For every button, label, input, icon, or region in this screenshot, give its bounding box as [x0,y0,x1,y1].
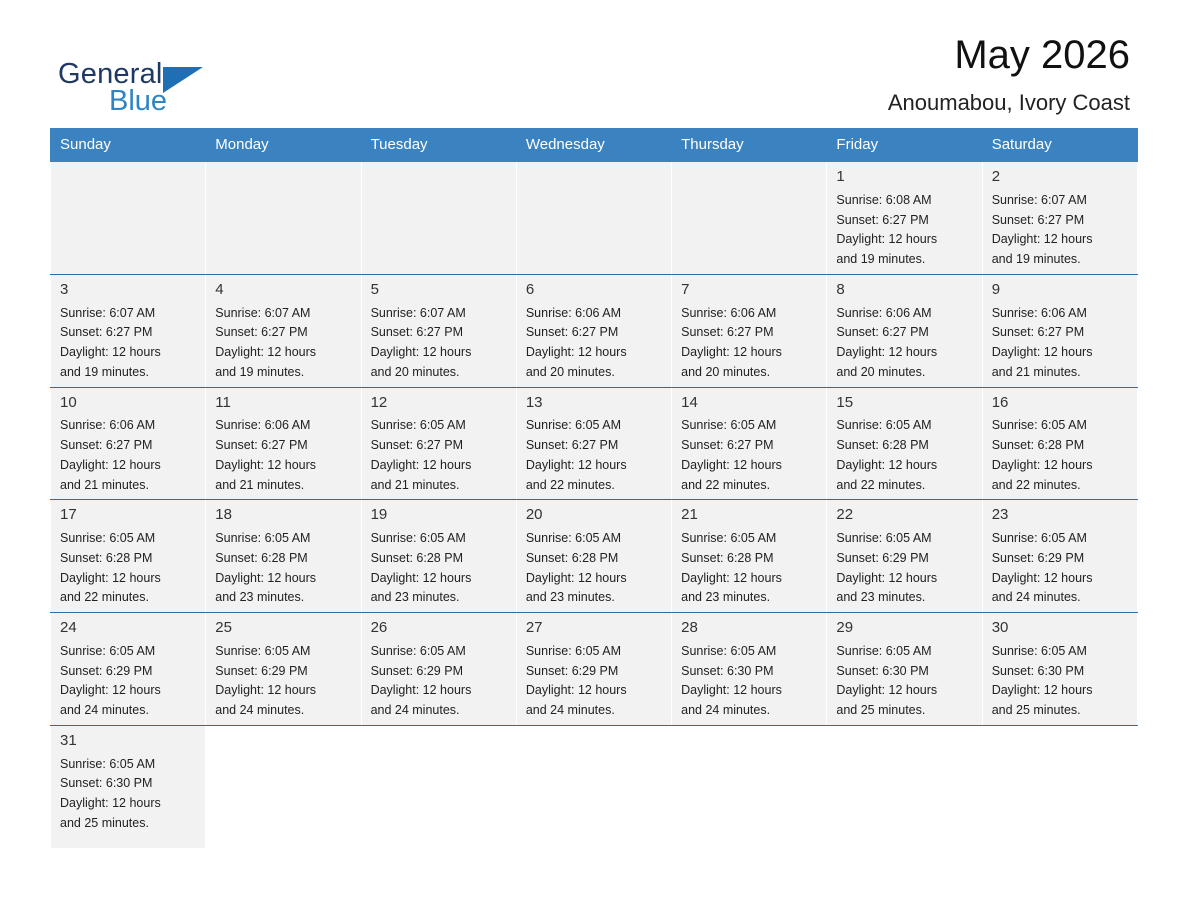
day-details [371,416,507,495]
calendar-cell-inner [983,726,1137,848]
day-detail-line: Daylight: 12 hours [525,457,627,472]
calendar-cell-inner [206,275,360,387]
day-detail-line: Daylight: 12 hours [60,683,161,698]
calendar-cell-inner [517,388,671,500]
day-detail-line: Sunrise: 6:05 AM [991,531,1087,545]
calendar-cell-inner [672,500,826,612]
calendar-cell-inner [672,275,826,387]
logo-text-blue: Blue [109,85,168,117]
day-detail-line: and 24 minutes. [215,703,305,717]
day-detail-line: Daylight: 12 hours [60,457,161,472]
day-number: 26 [370,619,388,636]
calendar-week-row [51,162,1138,275]
day-detail-line: Sunset: 6:27 PM [370,325,463,340]
calendar-cell-inner [983,162,1137,274]
day-number: 1 [836,168,845,185]
calendar-cell-inner [206,726,360,848]
page-header [50,0,1138,120]
calendar-day-cell[interactable] [827,274,982,387]
calendar-day-cell[interactable] [827,613,982,726]
calendar-cell-inner [362,388,516,500]
calendar-day-cell[interactable] [206,500,361,613]
calendar-table [50,128,1138,849]
day-detail-line: and 22 minutes. [525,477,615,492]
day-details [60,304,196,383]
day-details [526,529,662,608]
calendar-cell-empty [516,162,671,275]
day-detail-line: Daylight: 12 hours [525,345,627,359]
day-number: 8 [836,280,845,298]
day-detail-line: Daylight: 12 hours [215,345,317,359]
day-detail-line: Sunrise: 6:06 AM [991,305,1087,320]
day-details [215,416,351,495]
calendar-cell-empty [516,725,671,848]
day-detail-line: and 19 minutes. [215,364,305,379]
calendar-cell-inner [517,726,671,848]
day-detail-line: Sunset: 6:30 PM [60,776,153,791]
day-detail-line: Sunset: 6:27 PM [215,325,308,340]
day-detail-line: and 20 minutes. [681,364,771,379]
calendar-day-cell[interactable] [206,613,361,726]
day-detail-line: Daylight: 12 hours [681,345,782,359]
weekday-header-saturday: Saturday [982,129,1137,162]
day-detail-line: Daylight: 12 hours [836,232,938,247]
calendar-day-cell[interactable] [516,274,671,387]
day-details [992,642,1128,721]
calendar-day-cell[interactable] [206,274,361,387]
day-detail-line: and 24 minutes. [991,590,1081,605]
day-number: 21 [681,506,698,524]
day-detail-line: and 22 minutes. [991,477,1081,492]
calendar-cell-inner [206,388,360,500]
day-detail-line: Sunrise: 6:05 AM [836,418,932,433]
day-detail-line: Sunset: 6:27 PM [991,212,1085,227]
day-detail-line: and 21 minutes. [370,477,460,492]
calendar-week-row [51,387,1138,500]
day-details [836,529,972,608]
page-title: May 2026 [954,33,1130,77]
day-detail-line: Daylight: 12 hours [60,796,161,810]
title-block [888,34,1130,116]
calendar-cell-inner [983,500,1137,612]
day-details [992,304,1128,383]
day-detail-line: Daylight: 12 hours [836,457,938,472]
day-number: 28 [681,619,698,636]
day-detail-line: Sunrise: 6:05 AM [836,643,932,658]
day-detail-line: Sunset: 6:29 PM [215,663,308,678]
calendar-cell-inner [983,275,1137,387]
day-number: 15 [836,393,854,411]
calendar-week-row [51,500,1138,613]
calendar-cell-empty [361,725,516,848]
day-detail-line: Sunrise: 6:05 AM [370,643,466,658]
day-detail-line: Sunset: 6:29 PM [60,663,153,678]
day-detail-line: Daylight: 12 hours [215,457,317,472]
weekday-header-monday: Monday [206,129,361,162]
calendar-cell-empty [206,725,361,848]
day-detail-line: Sunrise: 6:05 AM [991,418,1087,433]
day-number: 3 [60,280,69,298]
day-detail-line: Sunset: 6:28 PM [525,550,619,565]
day-number: 9 [991,280,1001,298]
day-detail-line: Sunrise: 6:05 AM [991,643,1087,658]
day-detail-line: Sunrise: 6:07 AM [370,305,466,320]
day-detail-line: Sunset: 6:30 PM [836,663,929,678]
calendar-cell-inner [206,613,360,725]
day-number: 2 [991,168,1001,185]
day-detail-line: and 21 minutes. [991,364,1081,379]
day-details [836,304,972,383]
day-detail-line: and 24 minutes. [370,703,460,717]
calendar-cell-inner [51,726,205,848]
day-detail-line: Daylight: 12 hours [525,570,627,585]
day-detail-line: Sunset: 6:29 PM [370,663,463,678]
day-detail-line: Sunrise: 6:06 AM [681,305,777,320]
day-number: 5 [370,280,379,298]
day-detail-line: and 22 minutes. [681,477,771,492]
day-detail-line: Sunset: 6:29 PM [525,663,619,678]
day-detail-line: Daylight: 12 hours [681,570,782,585]
day-number: 22 [836,506,854,524]
calendar-cell-inner [51,275,205,387]
calendar-day-cell[interactable] [982,387,1137,500]
calendar-day-cell[interactable] [982,162,1137,275]
day-number: 11 [215,393,231,411]
day-detail-line: Daylight: 12 hours [681,457,782,472]
day-detail-line: Sunset: 6:27 PM [681,438,774,452]
calendar-day-cell[interactable] [206,387,361,500]
calendar-cell-inner [362,726,516,848]
day-detail-line: Sunset: 6:28 PM [60,550,153,565]
day-details [60,529,196,608]
day-number: 19 [370,506,388,524]
day-detail-line: Sunset: 6:27 PM [991,325,1085,340]
calendar-day-cell[interactable] [516,387,671,500]
day-detail-line: and 20 minutes. [370,364,460,379]
calendar-cell-inner [362,275,516,387]
weekday-header-row [51,129,1138,162]
calendar-cell-inner [983,388,1137,500]
day-detail-line: Sunrise: 6:08 AM [836,192,932,207]
day-details [60,755,196,834]
weekday-header-sunday: Sunday [51,129,206,162]
day-detail-line: Sunrise: 6:05 AM [370,418,466,433]
day-detail-line: and 23 minutes. [215,590,305,605]
calendar-cell-inner [517,613,671,725]
calendar-body [51,162,1138,849]
calendar-day-cell[interactable] [672,613,827,726]
day-details [60,642,196,721]
day-detail-line: Sunset: 6:27 PM [370,438,463,452]
calendar-day-cell[interactable] [51,274,206,387]
calendar-cell-empty [672,162,827,275]
day-detail-line: and 21 minutes. [60,477,149,492]
day-details [371,529,507,608]
day-detail-line: Sunset: 6:28 PM [991,438,1085,452]
day-number: 18 [215,506,232,524]
day-detail-line: Sunrise: 6:06 AM [60,418,156,433]
day-detail-line: Daylight: 12 hours [60,345,161,359]
day-detail-line: Sunset: 6:27 PM [681,325,774,340]
day-detail-line: Sunset: 6:27 PM [525,325,619,340]
day-details [60,416,196,495]
calendar-cell-inner [362,613,516,725]
day-detail-line: Sunrise: 6:07 AM [60,305,156,320]
day-detail-line: Sunrise: 6:05 AM [525,531,622,545]
day-detail-line: Sunrise: 6:05 AM [681,643,777,658]
day-detail-line: Daylight: 12 hours [215,570,317,585]
calendar-cell-empty [51,162,206,275]
calendar-cell-inner [827,500,981,612]
day-detail-line: and 24 minutes. [525,703,615,717]
day-detail-line: and 22 minutes. [836,477,926,492]
calendar-day-cell[interactable] [516,500,671,613]
day-detail-line: and 22 minutes. [60,590,149,605]
day-detail-line: Sunset: 6:28 PM [370,550,463,565]
day-detail-line: Daylight: 12 hours [836,683,938,698]
calendar-day-cell[interactable] [827,162,982,275]
day-details [215,642,351,721]
day-detail-line: Sunset: 6:28 PM [215,550,308,565]
day-detail-line: Sunrise: 6:05 AM [525,643,622,658]
calendar-cell-inner [362,500,516,612]
day-number: 12 [370,393,388,411]
general-blue-logo [58,50,258,117]
calendar-day-cell[interactable] [672,500,827,613]
day-detail-line: Daylight: 12 hours [991,232,1093,247]
day-detail-line: Daylight: 12 hours [370,683,472,698]
day-number: 16 [991,393,1009,411]
day-detail-line: Daylight: 12 hours [370,570,472,585]
calendar-cell-empty [361,162,516,275]
logo-triangle-icon [163,67,203,93]
calendar-cell-inner [672,726,826,848]
day-detail-line: Sunrise: 6:05 AM [215,531,311,545]
day-detail-line: and 19 minutes. [836,252,926,266]
day-detail-line: Daylight: 12 hours [991,570,1093,585]
calendar-cell-inner [517,162,671,274]
day-detail-line: Sunset: 6:30 PM [991,663,1085,678]
calendar-cell-empty [206,162,361,275]
calendar-cell-inner [517,500,671,612]
calendar-day-cell[interactable] [982,274,1137,387]
day-detail-line: and 23 minutes. [681,590,771,605]
calendar-day-cell[interactable] [51,387,206,500]
calendar-cell-empty [827,725,982,848]
day-details [526,304,662,383]
calendar-day-cell[interactable] [982,500,1137,613]
day-detail-line: Daylight: 12 hours [215,683,317,698]
calendar-cell-inner [827,613,981,725]
day-details [526,416,662,495]
day-details [681,642,817,721]
calendar-cell-inner [827,388,981,500]
day-detail-line: Daylight: 12 hours [681,683,782,698]
calendar-cell-empty [672,725,827,848]
day-detail-line: and 25 minutes. [60,815,149,830]
day-number: 20 [525,506,543,524]
day-details [215,529,351,608]
day-details [836,191,972,270]
day-detail-line: and 24 minutes. [681,703,771,717]
calendar-cell-inner [827,275,981,387]
day-detail-line: Daylight: 12 hours [836,570,938,585]
day-details [215,304,351,383]
calendar-cell-empty [982,725,1137,848]
day-number: 6 [525,280,535,298]
day-detail-line: Sunrise: 6:07 AM [991,192,1087,207]
day-detail-line: Sunrise: 6:05 AM [60,531,156,545]
day-details [371,304,507,383]
day-number: 25 [215,619,232,636]
day-detail-line: Sunrise: 6:06 AM [525,305,622,320]
day-detail-line: Sunrise: 6:07 AM [215,305,311,320]
calendar-cell-inner [827,162,981,274]
day-detail-line: Sunrise: 6:05 AM [836,531,932,545]
day-number: 29 [836,619,854,636]
day-detail-line: Sunset: 6:28 PM [836,438,929,452]
calendar-cell-inner [517,275,671,387]
day-number: 27 [525,619,543,636]
day-detail-line: Daylight: 12 hours [525,683,627,698]
day-details [371,642,507,721]
calendar-day-cell[interactable] [361,274,516,387]
day-details [992,529,1128,608]
day-detail-line: Daylight: 12 hours [60,570,161,585]
day-number: 13 [525,393,543,411]
calendar-cell-inner [672,162,826,274]
weekday-header-friday: Friday [827,129,982,162]
day-detail-line: Sunrise: 6:05 AM [215,643,311,658]
day-detail-line: Daylight: 12 hours [991,345,1093,359]
day-details [526,642,662,721]
calendar-day-cell[interactable] [516,613,671,726]
day-details [681,416,817,495]
calendar-cell-inner [983,613,1137,725]
day-number: 24 [60,619,77,636]
day-detail-line: and 23 minutes. [525,590,615,605]
day-detail-line: Daylight: 12 hours [370,457,472,472]
day-number: 23 [991,506,1009,524]
day-detail-line: Sunset: 6:27 PM [836,212,929,227]
day-detail-line: and 21 minutes. [215,477,305,492]
location-subtitle: Anoumabou, Ivory Coast [887,90,1130,115]
day-details [992,416,1128,495]
day-detail-line: Sunrise: 6:06 AM [836,305,932,320]
day-details [681,304,817,383]
day-detail-line: and 20 minutes. [525,364,615,379]
calendar-day-cell[interactable] [51,500,206,613]
day-number: 17 [60,506,77,524]
day-detail-line: Daylight: 12 hours [836,345,938,359]
weekday-header-wednesday: Wednesday [516,129,671,162]
calendar-day-cell[interactable] [827,500,982,613]
day-detail-line: Daylight: 12 hours [370,345,472,359]
calendar-day-cell[interactable] [672,274,827,387]
day-detail-line: Sunset: 6:27 PM [60,438,153,452]
day-number: 7 [681,280,690,298]
day-detail-line: and 25 minutes. [836,703,926,717]
day-detail-line: Sunset: 6:27 PM [525,438,619,452]
calendar-cell-inner [672,613,826,725]
day-detail-line: Sunrise: 6:05 AM [681,418,777,433]
day-number: 4 [215,280,224,298]
day-detail-line: Sunrise: 6:05 AM [60,756,156,771]
calendar-cell-inner [51,500,205,612]
calendar-cell-inner [672,388,826,500]
day-detail-line: Sunrise: 6:06 AM [215,418,311,433]
day-detail-line: Sunrise: 6:05 AM [370,531,466,545]
calendar-cell-inner [51,613,205,725]
calendar-cell-inner [206,500,360,612]
day-details [681,529,817,608]
day-detail-line: and 20 minutes. [836,364,926,379]
calendar-day-cell[interactable] [361,387,516,500]
weekday-header-thursday: Thursday [672,129,827,162]
calendar-day-cell[interactable] [982,613,1137,726]
calendar-day-cell[interactable] [51,613,206,726]
calendar-week-row [51,725,1138,848]
calendar-day-cell[interactable] [51,725,206,848]
calendar-week-row [51,613,1138,726]
calendar-day-cell[interactable] [827,387,982,500]
calendar-day-cell[interactable] [361,613,516,726]
day-detail-line: Sunset: 6:28 PM [681,550,774,565]
day-detail-line: Sunset: 6:29 PM [836,550,929,565]
calendar-cell-inner [206,162,360,274]
day-detail-line: Sunset: 6:30 PM [681,663,774,678]
day-details [836,416,972,495]
weekday-header-tuesday: Tuesday [361,129,516,162]
day-detail-line: Sunset: 6:29 PM [991,550,1085,565]
day-detail-line: and 19 minutes. [991,252,1081,266]
calendar-cell-inner [51,388,205,500]
day-detail-line: Sunrise: 6:05 AM [525,418,622,433]
day-detail-line: Sunset: 6:27 PM [215,438,308,452]
day-detail-line: Sunset: 6:27 PM [60,325,153,340]
day-detail-line: Sunrise: 6:05 AM [681,531,777,545]
calendar-cell-inner [51,162,205,274]
day-details [836,642,972,721]
logo-text-general: General [58,58,163,90]
day-detail-line: and 19 minutes. [60,364,149,379]
day-details [992,191,1128,270]
day-number: 10 [60,393,77,411]
day-detail-line: Sunset: 6:27 PM [836,325,929,340]
calendar-day-cell[interactable] [361,500,516,613]
day-detail-line: and 23 minutes. [370,590,460,605]
day-number: 31 [60,731,77,749]
day-detail-line: and 23 minutes. [836,590,926,605]
day-detail-line: Daylight: 12 hours [991,457,1093,472]
day-detail-line: Daylight: 12 hours [991,683,1093,698]
day-detail-line: and 25 minutes. [991,703,1081,717]
day-number: 14 [681,393,698,411]
day-detail-line: and 24 minutes. [60,703,149,717]
day-detail-line: Sunrise: 6:05 AM [60,643,156,658]
calendar-cell-inner [362,162,516,274]
calendar-cell-inner [827,726,981,848]
day-number: 30 [991,619,1009,636]
calendar-day-cell[interactable] [672,387,827,500]
calendar-week-row [51,274,1138,387]
